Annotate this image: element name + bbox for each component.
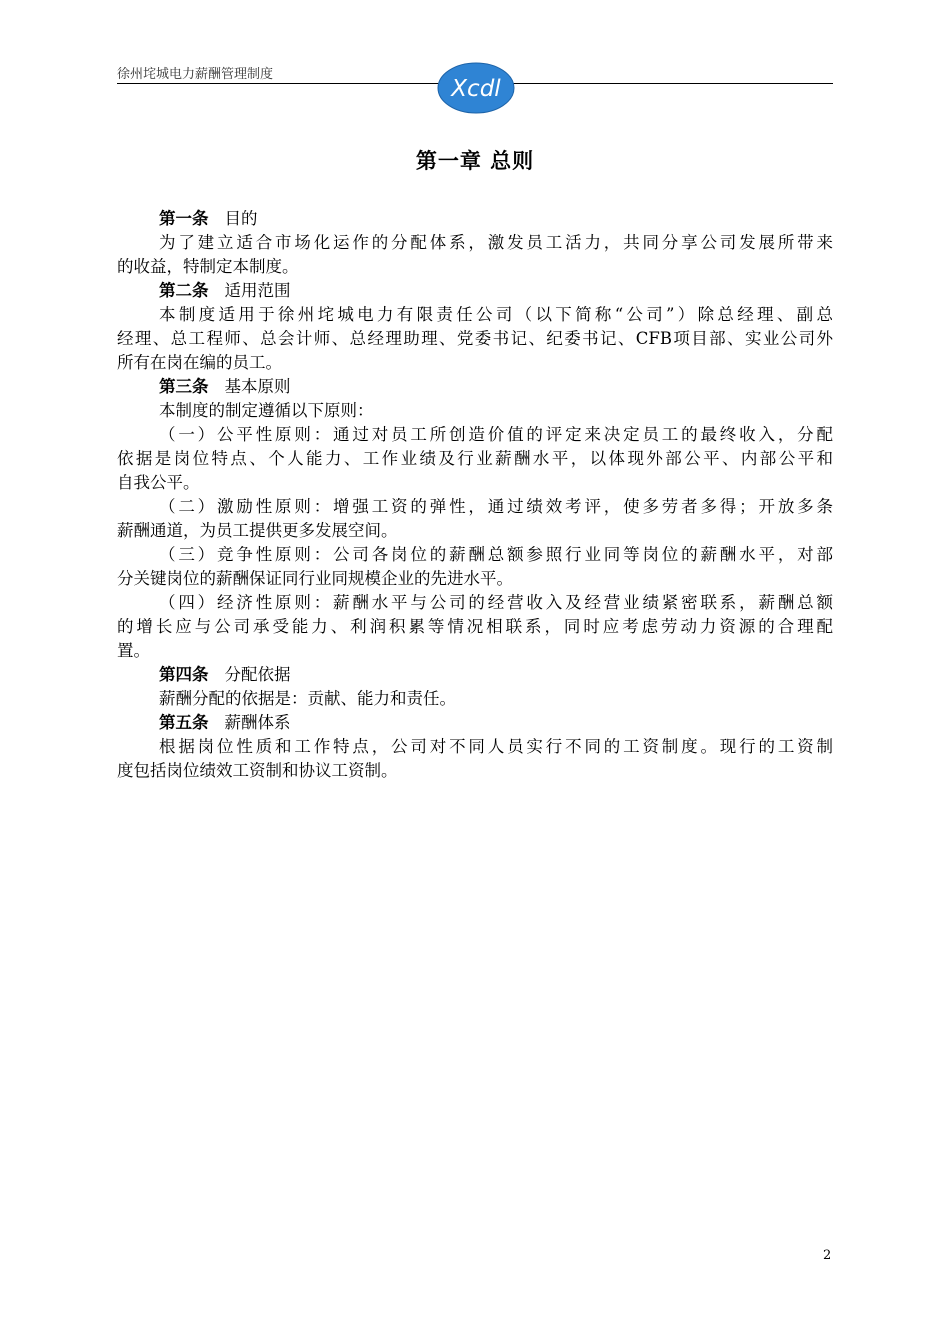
article-label: 第三条 bbox=[159, 377, 209, 396]
header-title: 徐州垞城电力薪酬管理制度 bbox=[117, 67, 274, 82]
paragraph-line: （一）公平性原则：通过对员工所创造价值的评定来决定员工的最终收入，分配 bbox=[159, 425, 833, 444]
paragraph-line: （三）竞争性原则：公司各岗位的薪酬总额参照行业同等岗位的薪酬水平，对部 bbox=[159, 545, 833, 564]
article-title: 适用范围 bbox=[224, 281, 291, 300]
paragraph-line: 度包括岗位绩效工资制和协议工资制。 bbox=[117, 761, 398, 780]
paragraph-line: 薪酬分配的依据是：贡献、能力和责任。 bbox=[159, 689, 456, 708]
paragraph-line: 根据岗位性质和工作特点，公司对不同人员实行不同的工资制度。现行的工资制 bbox=[159, 737, 833, 756]
paragraph-line: 的增长应与公司承受能力、利润积累等情况相联系，同时应考虑劳动力资源的合理配 bbox=[117, 617, 833, 636]
document-body bbox=[117, 207, 833, 783]
paragraph-line: 依据是岗位特点、个人能力、工作业绩及行业薪酬水平，以体现外部公平、内部公平和 bbox=[117, 449, 833, 468]
chapter-title: 第一章 总则 bbox=[415, 148, 535, 173]
article-1-heading bbox=[117, 207, 833, 231]
company-logo bbox=[437, 62, 515, 114]
article-title: 薪酬体系 bbox=[224, 713, 291, 732]
article-3-heading bbox=[117, 375, 833, 399]
paragraph-line: 自我公平。 bbox=[117, 473, 200, 492]
article-label: 第二条 bbox=[159, 281, 209, 300]
article-label: 第五条 bbox=[159, 713, 209, 732]
article-label: 第四条 bbox=[159, 665, 209, 684]
paragraph-line: 本制度适用于徐州垞城电力有限责任公司（以下简称“公司”）除总经理、副总 bbox=[159, 305, 833, 324]
paragraph-line: 所有在岗在编的员工。 bbox=[117, 353, 282, 372]
paragraph-line: （四）经济性原则：薪酬水平与公司的经营收入及经营业绩紧密联系，薪酬总额 bbox=[159, 593, 833, 612]
logo-text: Xcdl bbox=[451, 76, 501, 102]
article-title: 分配依据 bbox=[224, 665, 291, 684]
article-5-heading bbox=[117, 711, 833, 735]
article-label: 第一条 bbox=[159, 209, 209, 228]
article-2-heading bbox=[117, 279, 833, 303]
page-number: 2 bbox=[823, 1248, 832, 1263]
paragraph-line: 置。 bbox=[117, 641, 150, 660]
paragraph-line: 本制度的制定遵循以下原则： bbox=[159, 401, 374, 420]
article-title: 目的 bbox=[224, 209, 258, 228]
paragraph-line: 薪酬通道，为员工提供更多发展空间。 bbox=[117, 521, 398, 540]
paragraph-line: （二）激励性原则：增强工资的弹性，通过绩效考评，使多劳者多得；开放多条 bbox=[159, 497, 833, 516]
paragraph-line: 经理、总工程师、总会计师、总经理助理、党委书记、纪委书记、CFB项目部、实业公司外 bbox=[117, 329, 833, 348]
paragraph-line: 的收益，特制定本制度。 bbox=[117, 257, 299, 276]
paragraph-line: 分关键岗位的薪酬保证同行业同规模企业的先进水平。 bbox=[117, 569, 513, 588]
article-4-heading bbox=[117, 663, 833, 687]
paragraph-line: 为了建立适合市场化运作的分配体系，激发员工活力，共同分享公司发展所带来 bbox=[159, 233, 833, 252]
article-title: 基本原则 bbox=[224, 377, 291, 396]
